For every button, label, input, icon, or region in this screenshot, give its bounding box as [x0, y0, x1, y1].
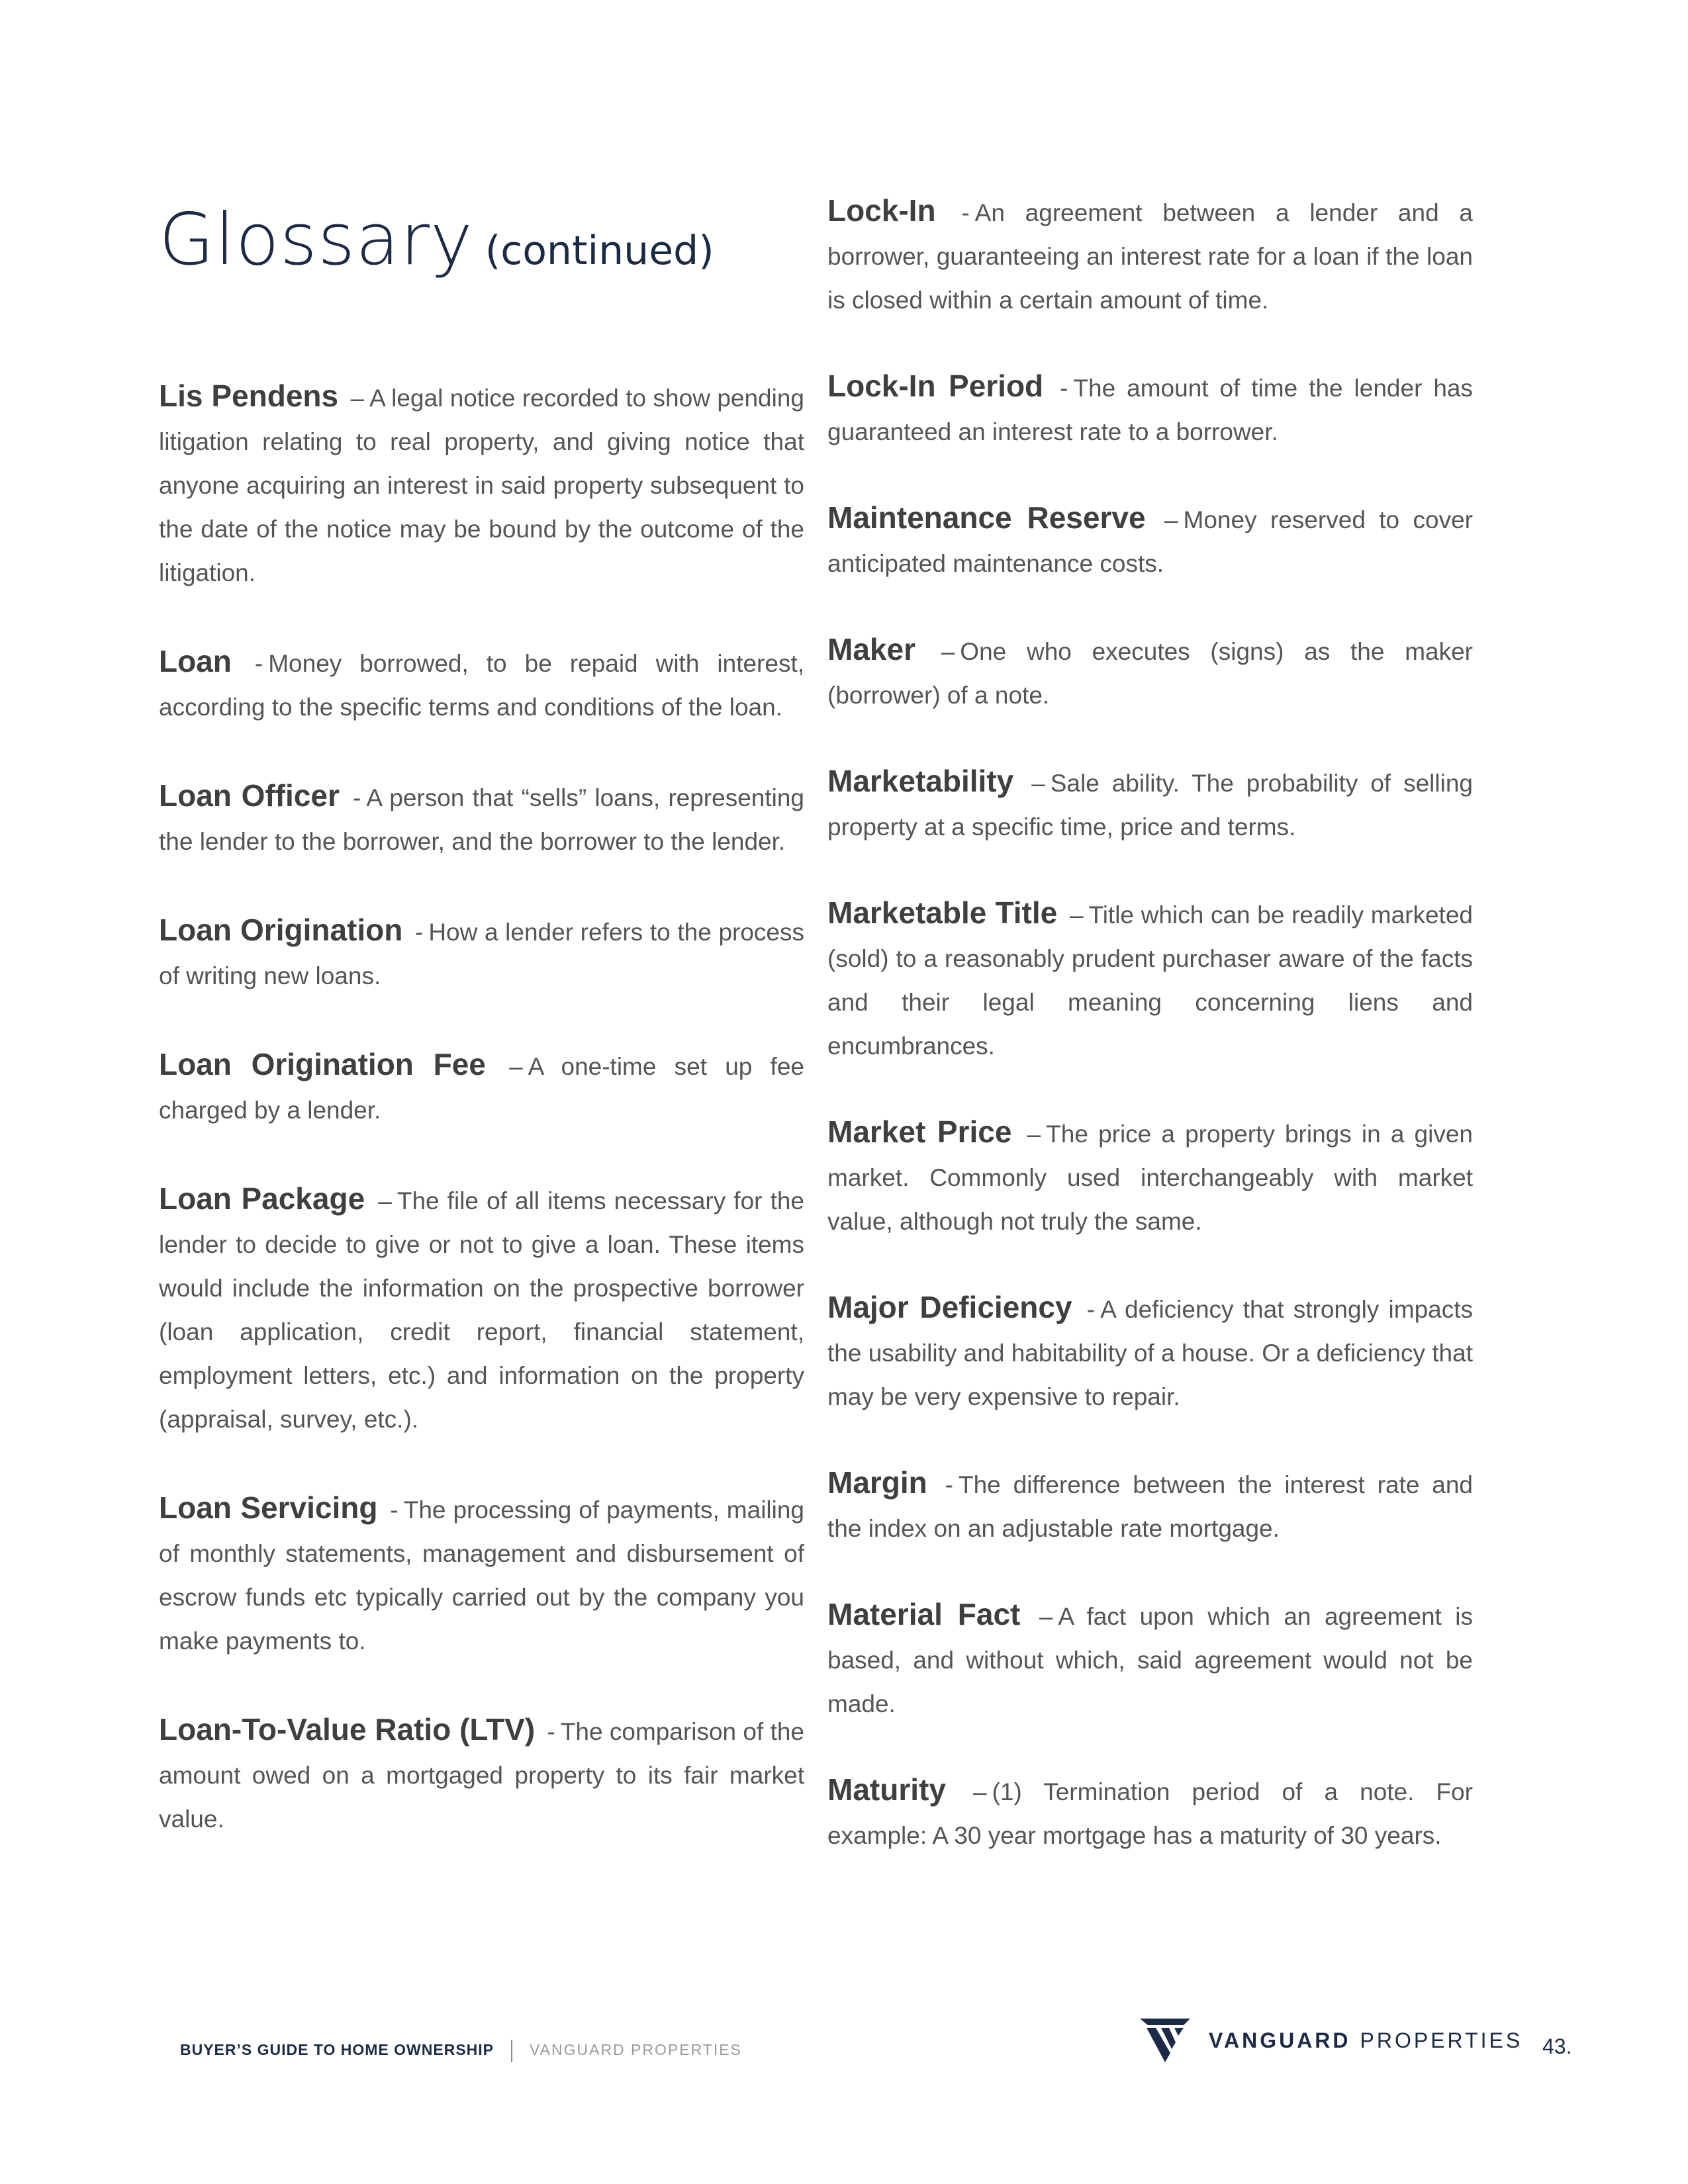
glossary-definition: A deficiency that strongly impacts the usability and habitability of a house. Or a deficiency that may be very expensive to repair. [827, 1296, 1474, 1410]
glossary-definition: One who executes (signs) as the maker (borrower) of a note. [827, 638, 1473, 709]
glossary-definition: Title which can be readily marketed (sold) to a reasonably prudent purchaser aware of the facts and their legal meaning concerning liens and encumbrances. [827, 901, 1473, 1060]
separator: - [1060, 375, 1068, 402]
glossary-entry [159, 639, 804, 729]
glossary-term: Maintenance Reserve [827, 500, 1146, 535]
footer-guide-title: BUYER’S GUIDE TO HOME OWNERSHIP [180, 2041, 494, 2059]
glossary-term: Maturity [827, 1772, 946, 1807]
glossary-definition: The amount of time the lender has guaranteed an interest rate to a borrower. [827, 375, 1474, 445]
glossary-entry [827, 364, 1473, 454]
glossary-entry [159, 908, 804, 998]
glossary-entry [827, 627, 1473, 717]
glossary-term: Lis Pendens [159, 379, 339, 413]
glossary-definition: The processing of payments, mailing of monthly statements, management and disbursement of escrow funds etc typically carried out by the company you make payments to. [159, 1496, 805, 1655]
glossary-definition: Money reserved to cover anticipated maintenance costs. [827, 506, 1473, 577]
glossary-term: Market Price [827, 1115, 1012, 1149]
glossary-entry [159, 1177, 804, 1441]
footer-divider [511, 2040, 512, 2062]
glossary-definition: A one-time set up fee charged by a lender. [159, 1053, 804, 1124]
glossary-definition: The comparison of the amount owed on a mortgaged property to its fair market value. [159, 1718, 804, 1833]
glossary-entry [827, 1285, 1473, 1419]
separator: - [414, 919, 424, 946]
page-number: 43. [1542, 2034, 1572, 2058]
separator: – [1031, 770, 1045, 797]
glossary-definition: A person that “sells” loans, representing the lender to the borrower, and the borrower to the lender. [159, 784, 805, 855]
separator: – [1164, 506, 1178, 533]
separator: - [945, 1471, 953, 1498]
glossary-entry [827, 1110, 1473, 1244]
separator: - [1086, 1296, 1096, 1323]
glossary-term: Maker [827, 632, 915, 666]
glossary-definition: Money borrowed, to be repaid with interest, according to the specific terms and conditions of the loan. [159, 650, 805, 721]
glossary-entry [159, 1486, 804, 1663]
glossary-definition: A fact upon which an agreement is based, and without which, said agreement would not be made. [827, 1603, 1474, 1717]
glossary-entry [827, 1461, 1473, 1551]
title-sub: (continued) [485, 228, 714, 274]
separator: – [941, 638, 955, 665]
glossary-term: Loan Origination Fee [159, 1047, 486, 1081]
glossary-definition: The price a property brings in a given market. Commonly used interchangeably with market value, although not truly the same. [827, 1120, 1473, 1235]
glossary-term: Margin [827, 1465, 927, 1500]
footer-brand-small: VANGUARD PROPERTIES [530, 2041, 742, 2059]
glossary-entry [159, 1707, 804, 1841]
separator: - [961, 199, 970, 226]
separator: - [353, 784, 361, 811]
glossary-entry [827, 496, 1473, 586]
glossary-term: Loan-To-Value Ratio (LTV) [159, 1712, 536, 1747]
glossary-definition: An agreement between a lender and a borrower, guaranteeing an interest rate for a loan if the loan is closed within a certain amount of time. [827, 199, 1474, 314]
glossary-term: Loan Origination [159, 913, 403, 947]
glossary-definition: How a lender refers to the process of writing new loans. [159, 919, 804, 989]
glossary-entry [159, 1042, 804, 1132]
separator: - [390, 1496, 399, 1524]
glossary-entry [827, 1592, 1473, 1726]
glossary-term: Loan Officer [159, 778, 340, 813]
glossary-entry [159, 374, 804, 595]
separator: – [350, 385, 365, 412]
glossary-right-column [827, 189, 1473, 1899]
glossary-entry [827, 759, 1473, 849]
separator: – [1069, 901, 1084, 929]
glossary-term: Lock-In [827, 193, 936, 228]
glossary-term: Loan Package [159, 1181, 365, 1216]
glossary-definition: The file of all items necessary for the lender to decide to give or not to give a loan. These items would include the information on the prospective borrower (loan application, credit report, financial statement, employment letters, etc.) and information on the property (appraisal, survey, etc.). [159, 1187, 805, 1433]
title-main: Glossary [159, 199, 473, 281]
separator: – [1027, 1120, 1041, 1148]
glossary-definition: A legal notice recorded to show pending litigation relating to real property, and giving notice that anyone acquiring an interest in said property subsequent to the date of the notice may be bound by the outcome of the litigation. [159, 385, 804, 586]
glossary-term: Major Deficiency [827, 1290, 1072, 1324]
glossary-definition: The difference between the interest rate and the index on an adjustable rate mortgage. [827, 1471, 1474, 1542]
glossary-term: Lock-In Period [827, 369, 1044, 403]
glossary-term: Marketable Title [827, 895, 1058, 930]
glossary-entry [827, 1768, 1473, 1858]
glossary-entry [827, 189, 1473, 322]
separator: – [509, 1053, 523, 1080]
separator: – [378, 1187, 392, 1214]
separator: - [547, 1718, 555, 1745]
separator: – [1039, 1603, 1053, 1630]
vanguard-logo [1140, 2019, 1523, 2062]
glossary-term: Material Fact [827, 1597, 1021, 1631]
glossary-left-column [159, 374, 804, 1886]
footer-left [180, 2040, 742, 2062]
glossary-definition: (1) Termination period of a note. For example: A 30 year mortgage has a maturity of 30 years. [827, 1778, 1474, 1849]
glossary-entry [827, 891, 1473, 1068]
logo-text-bold: VANGUARD [1209, 2028, 1351, 2052]
glossary-term: Loan [159, 644, 232, 678]
glossary-entry [159, 774, 804, 864]
separator: – [973, 1778, 987, 1805]
glossary-term: Loan Servicing [159, 1490, 378, 1525]
glossary-term: Marketability [827, 764, 1014, 798]
glossary-definition: Sale ability. The probability of selling property at a specific time, price and terms. [827, 770, 1473, 841]
vanguard-logo-icon [1140, 2019, 1190, 2062]
separator: - [254, 650, 263, 677]
logo-text-light: PROPERTIES [1360, 2028, 1523, 2052]
page-title [159, 199, 714, 281]
